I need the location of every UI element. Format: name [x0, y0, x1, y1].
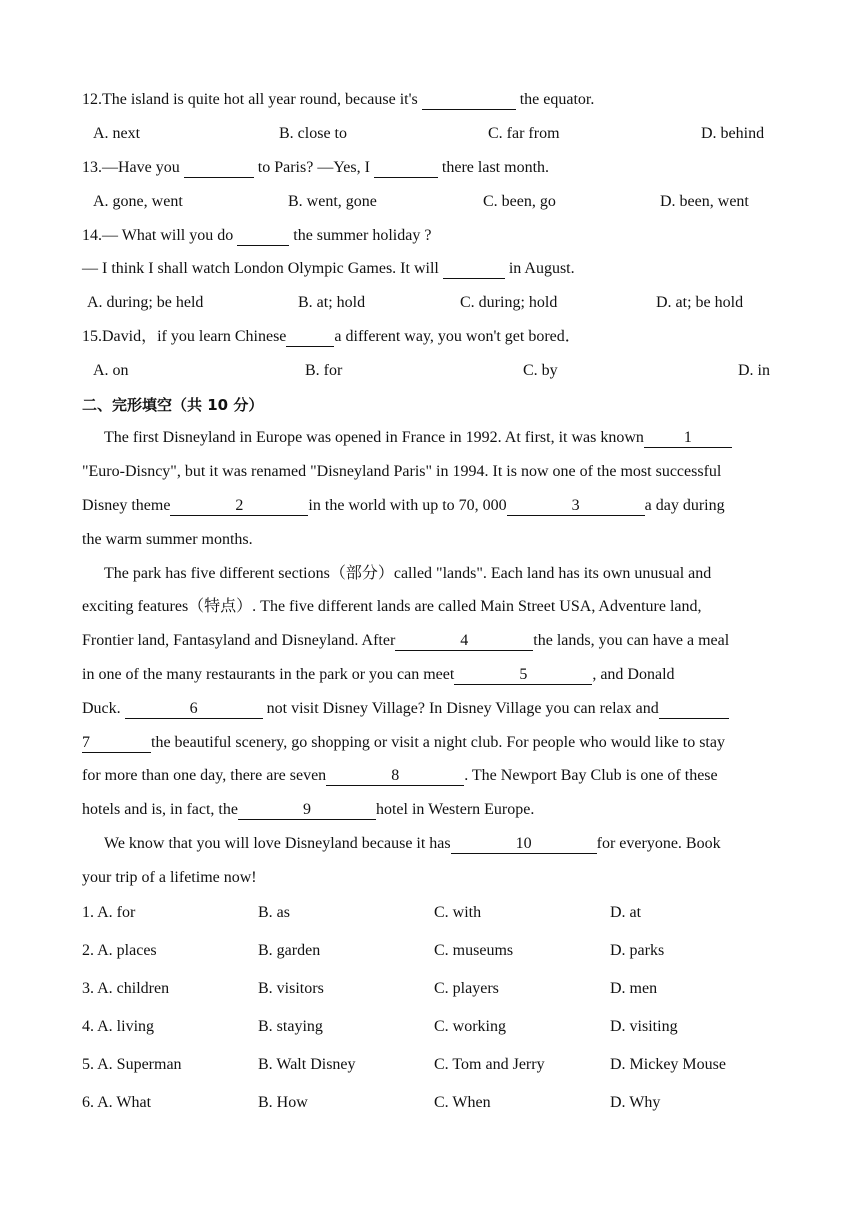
passage-text: Frontier land, Fantasyland and Disneyland. After	[82, 632, 396, 649]
question-text: to Paris? —Yes, I	[253, 159, 374, 176]
question-text: the equator.	[515, 91, 595, 108]
option-a: A. gone, went	[93, 193, 183, 210]
cloze-blank-4: 4	[395, 632, 533, 651]
passage-text: the lands, you can have a meal	[533, 632, 730, 649]
option-b: B. at; hold	[298, 294, 366, 311]
passage-text: Disney theme	[82, 497, 171, 514]
passage-text: hotels and is, in fact, the	[82, 801, 238, 818]
cloze-blank-2: 2	[170, 497, 308, 516]
passage-line	[104, 834, 721, 854]
choice-row-label-option-a: 5. A. Superman	[82, 1056, 182, 1073]
cloze-blank-7-start	[659, 700, 729, 719]
passage-text: the beautiful scenery, go shopping or visit a night club. For people who would like to stay	[151, 734, 725, 751]
passage-line: your trip of a lifetime now!	[82, 869, 257, 886]
question-text: 13.—Have you	[82, 159, 184, 176]
choice-option: D. at	[610, 904, 642, 921]
passage-line	[82, 496, 725, 516]
option-c: C. by	[523, 362, 558, 379]
choice-row-label-option-a: 6. A. What	[82, 1094, 152, 1111]
choice-option: C. When	[434, 1094, 491, 1111]
passage-line: "Euro-Disncy", but it was renamed "Disneyland Paris" in 1994. It is now one of the most successful	[82, 463, 722, 480]
question-12-stem	[82, 90, 594, 110]
cloze-blank-7: 7	[82, 734, 151, 753]
passage-text: for more than one day, there are seven	[82, 767, 327, 784]
passage-text: We know that you will love Disneyland because it has	[104, 835, 451, 852]
passage-text: for everyone. Book	[596, 835, 721, 852]
choice-option: B. as	[258, 904, 290, 921]
passage-line	[82, 800, 534, 820]
choice-option: C. working	[434, 1018, 506, 1035]
choice-option: D. Mickey Mouse	[610, 1056, 726, 1073]
choice-option: C. Tom and Jerry	[434, 1056, 545, 1073]
choice-row-label-option-a: 3. A. children	[82, 980, 170, 997]
choice-option: D. visiting	[610, 1018, 678, 1035]
passage-line	[82, 733, 725, 753]
option-d: D. behind	[701, 125, 765, 142]
option-c: C. during; hold	[460, 294, 558, 311]
question-13-stem	[82, 158, 549, 178]
answer-blank	[237, 227, 289, 246]
choice-option: D. parks	[610, 942, 665, 959]
answer-blank	[286, 328, 334, 347]
cloze-blank-5: 5	[454, 666, 592, 685]
option-d: D. been, went	[660, 193, 749, 210]
answer-blank	[374, 159, 438, 178]
passage-text: . The Newport Bay Club is one of these	[464, 767, 718, 784]
passage-line	[82, 631, 729, 651]
option-b: B. close to	[279, 125, 347, 142]
passage-line: The park has five different sections（部分）called "lands". Each land has its own unusual and	[104, 565, 712, 582]
section-title: 二、完形填空（共 10 分）	[82, 396, 264, 414]
choice-row-label-option-a: 1. A. for	[82, 904, 136, 921]
passage-text: Duck.	[82, 700, 125, 717]
choice-option: B. How	[258, 1094, 308, 1111]
passage-line	[82, 766, 718, 786]
choice-option: C. with	[434, 904, 482, 921]
passage-text: in one of the many restaurants in the park or you can meet	[82, 666, 455, 683]
choice-option: D. Why	[610, 1094, 661, 1111]
choice-option: C. players	[434, 980, 499, 997]
answer-blank	[184, 159, 254, 178]
cloze-blank-10: 10	[451, 835, 597, 854]
passage-text: hotel in Western Europe.	[375, 801, 535, 818]
answer-blank	[443, 260, 505, 279]
choice-row-label-option-a: 4. A. living	[82, 1018, 155, 1035]
option-a: A. during; be held	[87, 294, 204, 311]
question-text: 14.— What will you do	[82, 227, 238, 244]
question-text: 12.The island is quite hot all year round, because it's	[82, 91, 422, 108]
choice-option: B. garden	[258, 942, 321, 959]
passage-line	[82, 699, 729, 719]
question-text: 15.David，if you learn Chinese	[82, 328, 287, 345]
choice-option: D. men	[610, 980, 658, 997]
option-a: A. next	[93, 125, 141, 142]
cloze-blank-3: 3	[507, 497, 645, 516]
choice-option: B. visitors	[258, 980, 324, 997]
passage-text: The first Disneyland in Europe was opened in France in 1992. At first, it was known	[104, 429, 644, 446]
cloze-blank-8: 8	[326, 767, 464, 786]
question-14-stem	[82, 226, 431, 246]
passage-line: the warm summer months.	[82, 531, 253, 548]
passage-line: exciting features（特点）. The five different lands are called Main Street USA, Adventure land,	[82, 598, 702, 615]
option-d: D. at; be hold	[656, 294, 744, 311]
cloze-blank-9: 9	[238, 801, 376, 820]
option-d: D. in	[738, 362, 770, 379]
passage-text: in the world with up to 70, 000	[308, 497, 507, 514]
answer-blank	[422, 91, 516, 110]
question-text: — I think I shall watch London Olympic Games. It will	[82, 260, 443, 277]
question-text: in August.	[504, 260, 575, 277]
cloze-blank-1: 1	[644, 429, 732, 448]
passage-line	[104, 428, 732, 448]
cloze-blank-6: 6	[125, 700, 263, 719]
question-15-stem	[82, 327, 581, 347]
option-c: C. been, go	[483, 193, 556, 210]
option-c: C. far from	[488, 125, 560, 142]
choice-row-label-option-a: 2. A. places	[82, 942, 157, 959]
passage-text: , and Donald	[592, 666, 675, 683]
question-text: there last month.	[437, 159, 550, 176]
option-b: B. went, gone	[288, 193, 377, 210]
passage-text: not visit Disney Village? In Disney Village you can relax and	[262, 700, 659, 717]
passage-line	[82, 665, 675, 685]
choice-option: B. Walt Disney	[258, 1056, 356, 1073]
choice-option: C. museums	[434, 942, 514, 959]
option-b: B. for	[305, 362, 343, 379]
passage-text: a day during	[644, 497, 725, 514]
question-14-line2	[82, 259, 575, 279]
choice-option: B. staying	[258, 1018, 323, 1035]
question-text: a different way, you won't get bored．	[334, 328, 581, 345]
option-a: A. on	[93, 362, 129, 379]
question-text: the summer holiday ?	[289, 227, 432, 244]
